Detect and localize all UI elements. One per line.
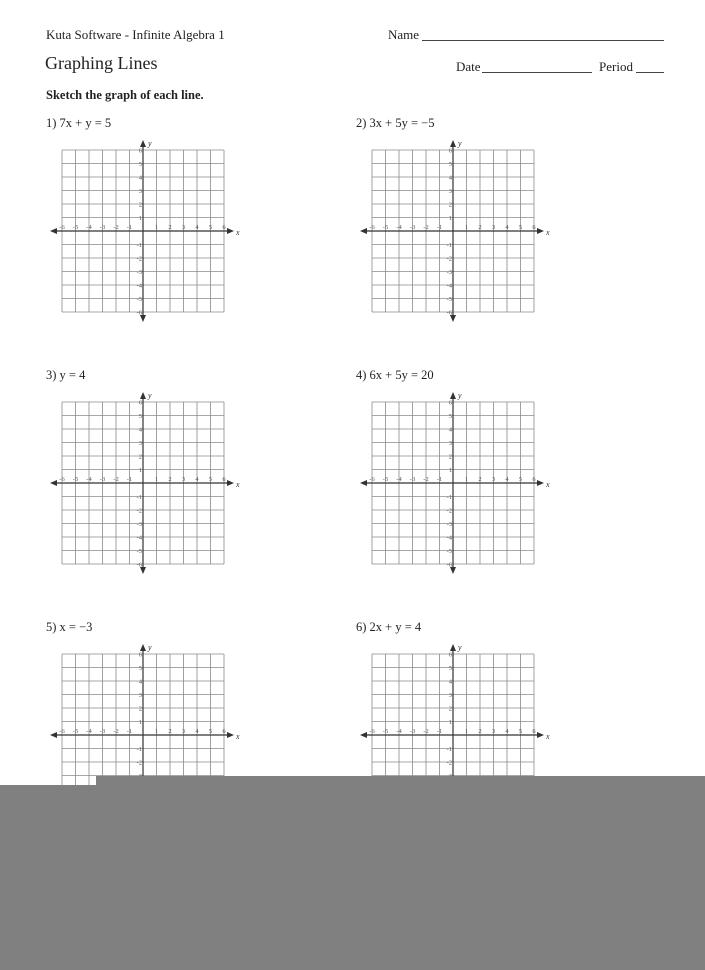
x-tick-label: -2 — [113, 728, 119, 735]
x-tick-label: -5 — [72, 728, 79, 735]
y-axis-arrow-up — [450, 392, 456, 399]
y-tick-label: -6 — [136, 309, 142, 317]
x-tick-label: -3 — [99, 728, 106, 735]
x-tick-label: 2 — [168, 224, 172, 231]
y-tick-label: -3 — [446, 521, 452, 528]
x-tick-label: 1 — [154, 224, 159, 231]
x-tick-label: 5 — [518, 476, 523, 483]
x-tick-label: -3 — [409, 476, 416, 483]
x-tick-label: -4 — [86, 476, 92, 483]
x-axis-label: x — [546, 228, 550, 237]
y-tick-label: -4 — [446, 534, 452, 542]
y-axis-label: y — [458, 391, 462, 400]
y-tick-label: 6 — [138, 147, 142, 155]
y-tick-label: 5 — [138, 161, 142, 168]
problem-equation: x = −3 — [59, 620, 93, 634]
y-tick-label: 3 — [138, 692, 142, 699]
y-tick-label: -2 — [136, 507, 142, 515]
y-tick-label: 1 — [138, 215, 142, 222]
x-tick-label: -6 — [369, 224, 375, 231]
x-tick-label: 3 — [491, 476, 496, 483]
y-tick-label: -1 — [136, 494, 142, 501]
y-tick-label: 4 — [448, 678, 452, 686]
y-tick-label: 4 — [448, 174, 452, 182]
x-tick-label: -2 — [113, 224, 119, 231]
x-tick-label: 6 — [532, 476, 536, 483]
y-tick-label: 5 — [138, 413, 142, 420]
x-tick-label: 4 — [505, 224, 509, 231]
x-axis-arrow-left — [50, 732, 57, 738]
y-axis-arrow-up — [450, 644, 456, 651]
x-tick-label: 6 — [532, 728, 536, 735]
x-axis-label: x — [546, 480, 550, 489]
problem-equation: 2x + y = 4 — [369, 620, 422, 634]
x-tick-label: 4 — [505, 476, 509, 483]
x-tick-label: 1 — [464, 476, 469, 483]
period-field-line — [636, 72, 664, 73]
x-axis-arrow-left — [50, 480, 57, 486]
y-tick-label: 4 — [138, 426, 142, 434]
y-axis-arrow-up — [140, 140, 146, 147]
y-axis-label: y — [458, 643, 462, 652]
x-tick-label: 6 — [222, 476, 226, 483]
y-tick-label: -2 — [136, 255, 142, 263]
x-tick-label: 5 — [208, 476, 213, 483]
y-axis-label: y — [458, 139, 462, 148]
date-field-line — [482, 72, 592, 73]
y-tick-label: 4 — [448, 426, 452, 434]
y-tick-label: -5 — [136, 548, 142, 555]
x-tick-label: -1 — [126, 728, 133, 735]
y-tick-label: 6 — [138, 651, 142, 659]
x-tick-label: -1 — [436, 476, 443, 483]
coordinate-grid-2[interactable] — [360, 138, 560, 333]
y-tick-label: 1 — [138, 467, 142, 474]
x-axis-arrow-right — [227, 732, 234, 738]
x-tick-label: -2 — [423, 224, 429, 231]
problem-4 — [356, 368, 434, 383]
x-tick-label: -4 — [396, 224, 402, 231]
y-tick-label: 5 — [448, 665, 452, 672]
scan-overlay — [0, 785, 705, 970]
x-tick-label: -5 — [72, 224, 79, 231]
x-tick-label: 5 — [518, 728, 523, 735]
y-tick-label: 3 — [448, 692, 452, 699]
x-tick-label: 4 — [195, 224, 199, 231]
y-tick-label: 1 — [138, 719, 142, 726]
y-axis-label: y — [148, 139, 152, 148]
problem-number: 6) — [356, 620, 367, 634]
y-tick-label: -1 — [446, 746, 452, 753]
y-tick-label: -2 — [136, 759, 142, 767]
y-tick-label: 3 — [138, 440, 142, 447]
x-tick-label: 3 — [491, 728, 496, 735]
y-tick-label: -1 — [446, 494, 452, 501]
x-tick-label: 2 — [168, 728, 172, 735]
problem-equation: 3x + 5y = −5 — [369, 116, 435, 130]
problem-equation: y = 4 — [59, 368, 86, 382]
problem-number: 4) — [356, 368, 367, 382]
problem-2 — [356, 116, 434, 131]
y-tick-label: 2 — [448, 453, 452, 461]
y-tick-label: 2 — [448, 705, 452, 713]
x-tick-label: 2 — [478, 476, 482, 483]
x-tick-label: -2 — [423, 476, 429, 483]
x-tick-label: 3 — [181, 476, 186, 483]
x-tick-label: 4 — [505, 728, 509, 735]
x-tick-label: -1 — [126, 224, 133, 231]
coordinate-grid-1[interactable] — [50, 138, 250, 333]
x-tick-label: 6 — [532, 224, 536, 231]
x-tick-label: -1 — [436, 728, 443, 735]
x-tick-label: -4 — [86, 224, 92, 231]
x-tick-label: 4 — [195, 728, 199, 735]
x-tick-label: -3 — [99, 224, 106, 231]
x-tick-label: 1 — [464, 224, 469, 231]
x-tick-label: -5 — [382, 728, 389, 735]
x-tick-label: 6 — [222, 224, 226, 231]
x-tick-label: 1 — [154, 476, 159, 483]
y-tick-label: 6 — [448, 651, 452, 659]
x-axis-arrow-left — [360, 228, 367, 234]
x-tick-label: 3 — [491, 224, 496, 231]
x-axis-arrow-left — [360, 732, 367, 738]
y-tick-label: 1 — [448, 215, 452, 222]
y-tick-label: -1 — [136, 242, 142, 249]
problem-number: 1) — [46, 116, 57, 130]
y-tick-label: -5 — [136, 296, 142, 303]
y-tick-label: -6 — [446, 309, 452, 317]
x-tick-label: -5 — [382, 476, 389, 483]
y-tick-label: 4 — [138, 174, 142, 182]
x-tick-label: -4 — [86, 728, 92, 735]
problem-6 — [356, 620, 421, 635]
x-tick-label: 4 — [195, 476, 199, 483]
y-tick-label: -5 — [446, 296, 452, 303]
x-tick-label: -6 — [369, 728, 375, 735]
problem-number: 5) — [46, 620, 57, 634]
y-tick-label: -1 — [446, 242, 452, 249]
y-tick-label: 2 — [138, 453, 142, 461]
y-axis-arrow-up — [450, 140, 456, 147]
y-tick-label: -6 — [446, 561, 452, 569]
x-axis-arrow-right — [537, 228, 544, 234]
x-axis-arrow-right — [227, 480, 234, 486]
y-tick-label: 5 — [448, 413, 452, 420]
x-axis-label: x — [546, 732, 550, 741]
y-tick-label: -2 — [446, 507, 452, 515]
y-tick-label: -3 — [446, 269, 452, 276]
x-tick-label: 5 — [208, 728, 213, 735]
problem-number: 3) — [46, 368, 57, 382]
y-tick-label: 3 — [448, 440, 452, 447]
coordinate-grid-3[interactable] — [50, 390, 250, 585]
x-tick-label: -1 — [436, 224, 443, 231]
problem-5 — [46, 620, 92, 635]
x-tick-label: 3 — [181, 224, 186, 231]
problem-3 — [46, 368, 85, 383]
period-label: Period — [599, 59, 633, 74]
x-tick-label: 3 — [181, 728, 186, 735]
date-label: Date — [456, 59, 481, 74]
y-axis-label: y — [148, 643, 152, 652]
y-tick-label: 3 — [448, 188, 452, 195]
x-axis-arrow-right — [537, 480, 544, 486]
y-axis-arrow-up — [140, 392, 146, 399]
problem-1 — [46, 116, 111, 131]
x-tick-label: -3 — [99, 476, 106, 483]
y-tick-label: -3 — [136, 269, 142, 276]
y-tick-label: 3 — [138, 188, 142, 195]
y-tick-label: -3 — [136, 521, 142, 528]
y-tick-label: 2 — [138, 201, 142, 209]
x-axis-arrow-right — [227, 228, 234, 234]
x-tick-label: -4 — [396, 728, 402, 735]
x-tick-label: -6 — [59, 728, 65, 735]
x-tick-label: -3 — [409, 728, 416, 735]
x-axis-arrow-right — [537, 732, 544, 738]
x-axis-label: x — [236, 480, 240, 489]
x-tick-label: 2 — [168, 476, 172, 483]
y-tick-label: 6 — [448, 399, 452, 407]
x-axis-arrow-left — [50, 228, 57, 234]
y-tick-label: 6 — [448, 147, 452, 155]
x-tick-label: 2 — [478, 224, 482, 231]
y-tick-label: -4 — [446, 282, 452, 290]
x-tick-label: 5 — [208, 224, 213, 231]
x-tick-label: -5 — [72, 476, 79, 483]
x-tick-label: -6 — [369, 476, 375, 483]
worksheet-title: Graphing Lines — [45, 53, 158, 73]
x-tick-label: -6 — [59, 224, 65, 231]
y-tick-label: 6 — [138, 399, 142, 407]
x-tick-label: 2 — [478, 728, 482, 735]
x-tick-label: 6 — [222, 728, 226, 735]
x-tick-label: -2 — [113, 476, 119, 483]
x-tick-label: 1 — [464, 728, 469, 735]
y-tick-label: -1 — [136, 746, 142, 753]
problem-equation: 7x + y = 5 — [59, 116, 112, 130]
name-label: Name — [388, 27, 420, 42]
y-axis-label: y — [148, 391, 152, 400]
x-tick-label: 1 — [154, 728, 159, 735]
y-tick-label: 2 — [138, 705, 142, 713]
x-tick-label: -5 — [382, 224, 389, 231]
y-tick-label: 2 — [448, 201, 452, 209]
problem-number: 2) — [356, 116, 367, 130]
publisher-label: Kuta Software - Infinite Algebra 1 — [46, 27, 225, 42]
x-tick-label: -1 — [126, 476, 133, 483]
y-tick-label: -4 — [136, 282, 142, 290]
y-tick-label: -2 — [446, 255, 452, 263]
y-tick-label: 4 — [138, 678, 142, 686]
x-axis-label: x — [236, 732, 240, 741]
y-tick-label: 5 — [138, 665, 142, 672]
x-tick-label: -2 — [423, 728, 429, 735]
y-tick-label: 1 — [448, 467, 452, 474]
y-tick-label: -6 — [136, 561, 142, 569]
coordinate-grid-4[interactable] — [360, 390, 560, 585]
y-tick-label: 1 — [448, 719, 452, 726]
name-field-line — [422, 40, 664, 41]
y-tick-label: -4 — [136, 534, 142, 542]
x-tick-label: 5 — [518, 224, 523, 231]
x-tick-label: -6 — [59, 476, 65, 483]
x-tick-label: -4 — [396, 476, 402, 483]
y-axis-arrow-up — [140, 644, 146, 651]
y-tick-label: 5 — [448, 161, 452, 168]
problem-equation: 6x + 5y = 20 — [369, 368, 434, 382]
x-axis-arrow-left — [360, 480, 367, 486]
y-tick-label: -2 — [446, 759, 452, 767]
x-axis-label: x — [236, 228, 240, 237]
y-tick-label: -5 — [446, 548, 452, 555]
instructions: Sketch the graph of each line. — [46, 88, 204, 102]
x-tick-label: -3 — [409, 224, 416, 231]
